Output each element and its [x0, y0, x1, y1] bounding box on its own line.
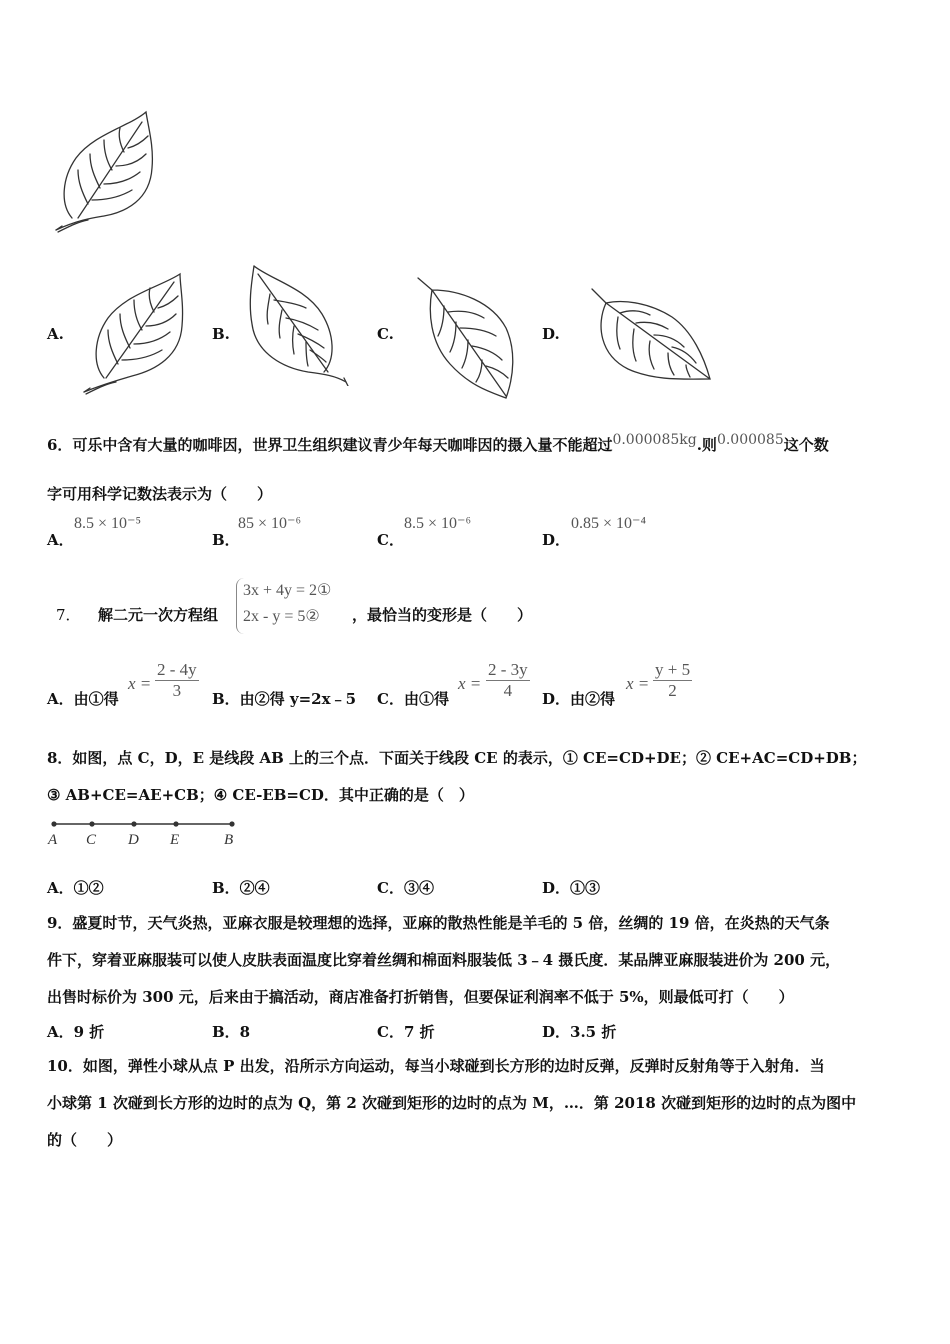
q7-option-b-label: B．由②得 y=2x﹣5 — [212, 690, 357, 708]
q6-value: 0.000085 — [716, 432, 784, 448]
q7-option-c-label: C．由①得 — [377, 690, 449, 708]
q7-text-after: ，最恰当的变形是（ ） — [352, 606, 533, 624]
q7-option-a-label: A．由①得 — [47, 690, 119, 708]
q8-option-d: D．①③ — [542, 879, 601, 897]
leaf-option-a-label: A. — [47, 325, 64, 343]
q9-option-b: B．8 — [212, 1023, 251, 1041]
q6-option-d-label: D． — [542, 531, 571, 549]
q9-line3: 出售时标价为 300 元，后来由于搞活动，商店准备打折销售，但要保证利润率不低于 5%，则最低可打（ ） — [47, 988, 794, 1006]
q8-point-e: E — [170, 832, 180, 848]
q8-line2: ③ AB+CE=AE+CB；④ CE-EB=CD．其中正确的是（ ） — [47, 786, 474, 804]
q7-option-a-numerator: 2 - 4y — [157, 660, 197, 679]
leaf-option-a — [80, 270, 190, 398]
q6-option-d-expr: 0.85 × 10⁻⁴ — [571, 515, 647, 532]
q7-option-c-denominator: 4 — [503, 681, 513, 700]
q8-option-a: A．①② — [47, 879, 104, 897]
leaf-option-d — [588, 285, 716, 387]
q7-option-d-numerator: y + 5 — [655, 660, 691, 679]
leaf-option-b — [244, 262, 350, 386]
q6-option-a-label: A． — [47, 531, 74, 549]
q6-line1 — [47, 434, 829, 455]
q10-line1: 10．如图，弹性小球从点 P 出发，沿所示方向运动，每当小球碰到长方形的边时反弹，反弹时反射角等于入射角．当 — [47, 1057, 825, 1075]
q7-option-a-denominator: 3 — [172, 681, 182, 700]
q9-line2: 件下，穿着亚麻服装可以使人皮肤表面温度比穿着丝绸和棉面料服装低 3﹣4 摄氏度．某品牌亚麻服装进价为 200 元， — [47, 951, 841, 969]
q6-option-b-label: B． — [212, 531, 240, 549]
q8-point-b: B — [224, 832, 234, 848]
q9-option-d: D．3.5 折 — [542, 1023, 617, 1041]
q8-option-b: B．②④ — [212, 879, 270, 897]
q6-option-c-expr: 8.5 × 10⁻⁶ — [404, 515, 472, 532]
leaf-option-d-label: D. — [542, 325, 560, 343]
q7-number: 7． — [56, 606, 81, 624]
q7-eq1: 3x + 4y = 2① — [243, 582, 332, 599]
q6-text-part3: 这个数 — [783, 436, 829, 454]
q6-value-kg: 0.000085kg — [612, 432, 697, 448]
q7-option-a-fraction — [155, 660, 199, 701]
q9-option-c: C．7 折 — [377, 1023, 435, 1041]
q8-option-c: C．③④ — [377, 879, 434, 897]
q7-option-c-numerator: 2 - 3y — [488, 660, 528, 679]
q7-option-d-label: D．由②得 — [542, 690, 616, 708]
q7-text-before: 解二元一次方程组 — [98, 606, 219, 624]
q7-option-a-lhs: x = — [128, 674, 152, 693]
q6-option-c-label: C． — [377, 531, 404, 549]
leaf-option-b-label: B. — [212, 325, 230, 343]
q6-text-part1: 6．可乐中含有大量的咖啡因，世界卫生组织建议青少年每天咖啡因的摄入量不能超过 — [47, 436, 613, 454]
q9-option-a: A．9 折 — [47, 1023, 105, 1041]
q6-text-part2: .则 — [696, 436, 717, 454]
q8-point-a: A — [48, 832, 58, 848]
q8-point-c: C — [86, 832, 97, 848]
q10-line2: 小球第 1 次碰到长方形的边时的点为 Q，第 2 次碰到矩形的边时的点为 M，…．第 2018 次碰到矩形的边时的点为图中 — [47, 1094, 857, 1112]
q7-option-d-lhs: x = — [626, 674, 650, 693]
q7-equation-system — [236, 578, 331, 634]
q7-option-c-lhs: x = — [458, 674, 482, 693]
q6-option-a-expr: 8.5 × 10⁻⁵ — [74, 515, 142, 532]
leaf-option-c — [410, 272, 522, 400]
q6-line2: 字可用科学记数法表示为（ ） — [47, 485, 273, 503]
q7-option-d-denominator: 2 — [668, 681, 677, 700]
reference-leaf — [48, 108, 163, 236]
q8-point-d: D — [128, 832, 139, 848]
q8-segment-figure — [46, 816, 246, 850]
leaf-option-c-label: C. — [377, 325, 394, 343]
q9-line1: 9．盛夏时节，天气炎热，亚麻衣服是较理想的选择，亚麻的散热性能是羊毛的 5 倍，丝绸的 19 倍，在炎热的天气条 — [47, 914, 830, 932]
q7-option-d-fraction — [653, 660, 692, 701]
q6-option-b-expr: 85 × 10⁻⁶ — [238, 515, 302, 532]
q8-line1: 8．如图，点 C，D，E 是线段 AB 上的三个点．下面关于线段 CE 的表示，① CE=CD+DE；② CE+AC=CD+DB； — [47, 749, 867, 767]
q10-line3: 的（ ） — [47, 1131, 123, 1149]
q7-eq2: 2x - y = 5② — [243, 608, 320, 625]
q7-option-c-fraction — [486, 660, 530, 701]
